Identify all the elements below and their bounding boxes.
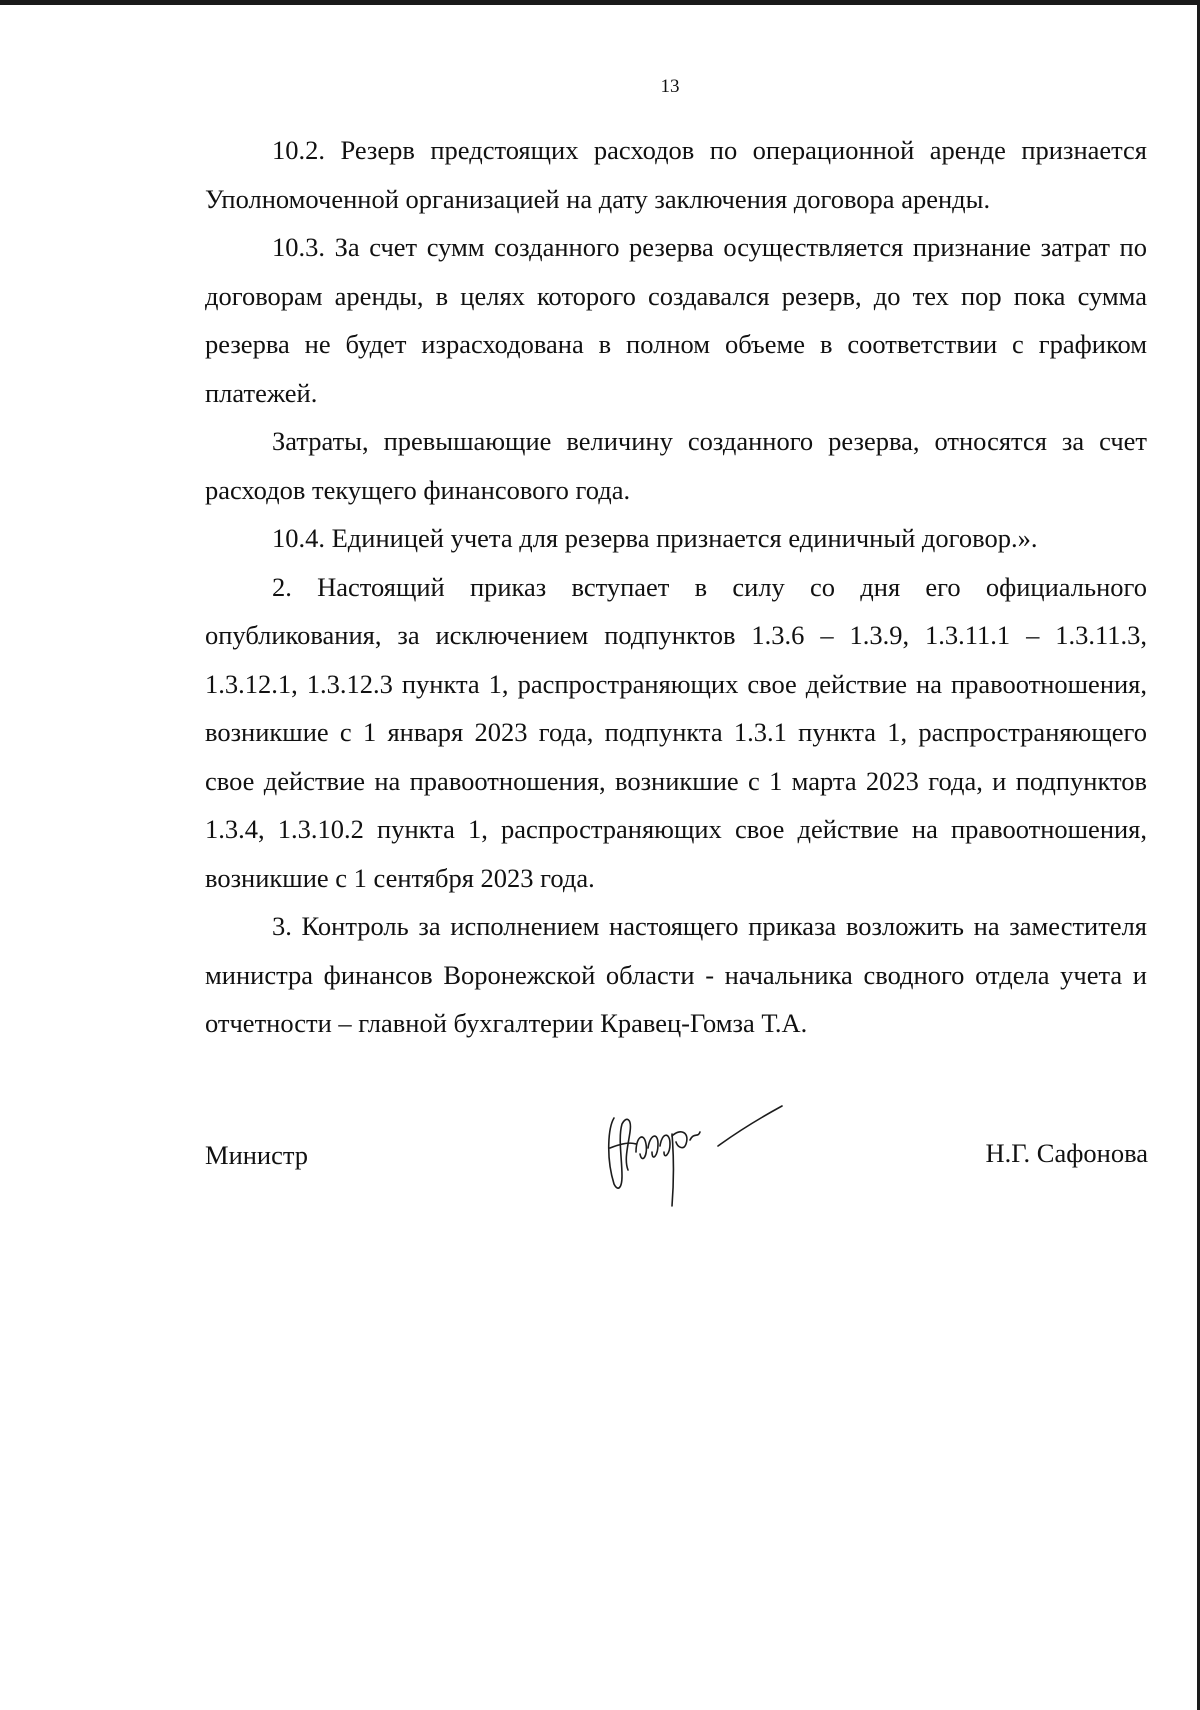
signatory-name: Н.Г. Сафонова <box>985 1138 1148 1168</box>
signatory-role: Министр <box>205 1140 309 1170</box>
scan-border-top <box>0 0 1200 5</box>
paragraph-excess-costs: Затраты, превышающие величину созданного резерва, относятся за счет расходов текущего финансового года. <box>205 426 1147 505</box>
paragraph-10-4: 10.4. Единицей учета для резерва признается единичный договор.». <box>272 523 1038 553</box>
document-body <box>205 126 1147 1048</box>
paragraph-10-3: 10.3. За счет сумм созданного резерва осуществляется признание затрат по договорам аренды, в целях которого создавался резерв, до тех пор пока сумма резерва не будет израсходована в полном объеме в соответствии с графиком платежей. <box>205 232 1147 408</box>
handwritten-signature <box>600 1088 800 1208</box>
page-number: 13 <box>660 76 680 97</box>
paragraph-10-2: 10.2. Резерв предстоящих расходов по операционной аренде признается Уполномоченной организацией на дату заключения договора аренды. <box>205 135 1147 214</box>
paragraph-3-control: 3. Контроль за исполнением настоящего приказа возложить на заместителя министра финансов Воронежской области - начальника сводного отдела учета и отчетности – главной бухгалтерии Кравец-Гомза Т.А. <box>205 911 1147 1038</box>
paragraph-2-effective-date: 2. Настоящий приказ вступает в силу со дня его официального опубликования, за исключением подпунктов 1.3.6 – 1.3.9, 1.3.11.1 – 1.3.11.3, 1.3.12.1, 1.3.12.3 пункта 1, распространяющих свое действие на правоотношения, возникшие с 1 января 2023 года, подпункта 1.3.1 пункта 1, распространяющего свое действие на правоотношения, возникшие с 1 марта 2023 года, и подпунктов 1.3.4, 1.3.10.2 пункта 1, распространяющих свое действие на правоотношения, возникшие с 1 сентября 2023 года. <box>205 571 1147 893</box>
